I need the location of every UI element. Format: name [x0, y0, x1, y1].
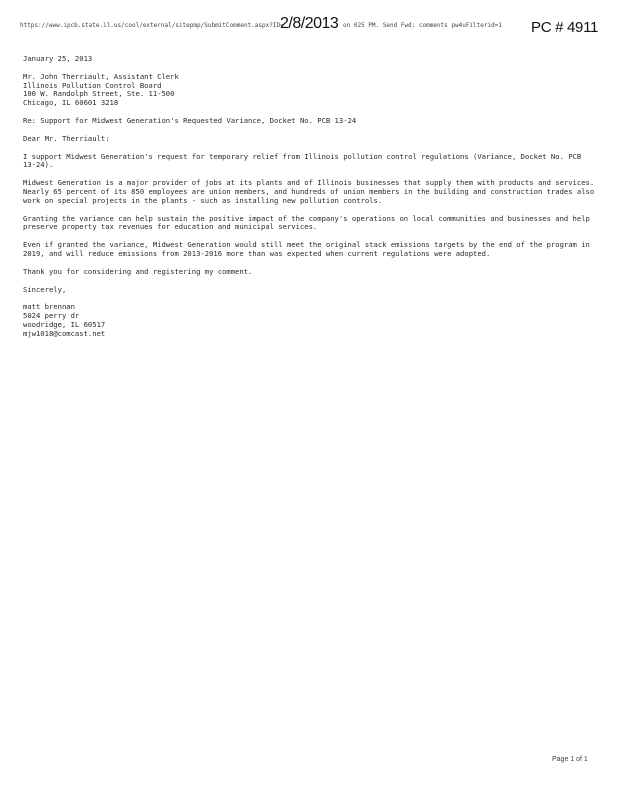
sender-block — [23, 303, 598, 338]
header-url-left: https://www.ipcb.state.il.us/cool/external/sitepmp/SubmitComment.aspx?ID= — [20, 22, 284, 29]
header-url-right: on 025 PM. Send Fwd: comments pw4uFilterid=1 — [343, 22, 502, 29]
page-number: Page 1 of 1 — [552, 756, 588, 763]
letter-date: January 25, 2013 — [23, 54, 93, 63]
recipient-line: Mr. John Therriault, Assistant Clerk — [23, 71, 179, 81]
closing: Sincerely, — [23, 284, 67, 294]
subject-line: Re: Support for Midwest Generation's Requested Variance, Docket No. PCB 13-24 — [23, 115, 357, 125]
paragraph: Midwest Generation is a major provider of jobs at its plants and of Illinois businesses that supply them with products and services. Nearly 65 percent of its 850 employees are union members, and hundreds of union members in the building and construction trades also work on special projects in the plants - such as installing new pollution controls. — [23, 178, 595, 205]
paragraph: Granting the variance can help sustain the positive impact of the company's operations on local communities and businesses and help preserve property tax revenues for education and municipal services. — [23, 213, 590, 232]
recipient-block — [23, 73, 598, 108]
recipient-line: Chicago, IL 60601 3218 — [23, 98, 119, 108]
salutation: Dear Mr. Therriault: — [23, 133, 110, 143]
recipient-line: 100 W. Randolph Street, Ste. 11-500 — [23, 89, 175, 99]
paragraph: Even if granted the variance, Midwest Generation would still meet the original stack emissions targets by the end of the program in 2019, and will reduce emissions from 2013-2016 more than was expected when current regulations were adopted. — [23, 240, 590, 258]
paragraph: I support Midwest Generation's request for temporary relief from Illinois pollution control regulations (Variance, Docket No. PCB 13-24). — [23, 151, 582, 170]
letter-body — [23, 55, 598, 348]
paragraph: Thank you for considering and registering my comment. — [23, 266, 253, 276]
sender-line: mjw1018@comcast.net — [23, 328, 106, 338]
pc-number: PC # 4911 — [531, 19, 599, 36]
recipient-line: Illinois Pollution Control Board — [23, 80, 162, 90]
sender-line: matt brennan — [23, 302, 75, 312]
header-date: 2/8/2013 — [280, 15, 339, 32]
sender-line: woodridge, IL 60517 — [23, 319, 106, 329]
sender-line: 5024 perry dr — [23, 311, 80, 321]
